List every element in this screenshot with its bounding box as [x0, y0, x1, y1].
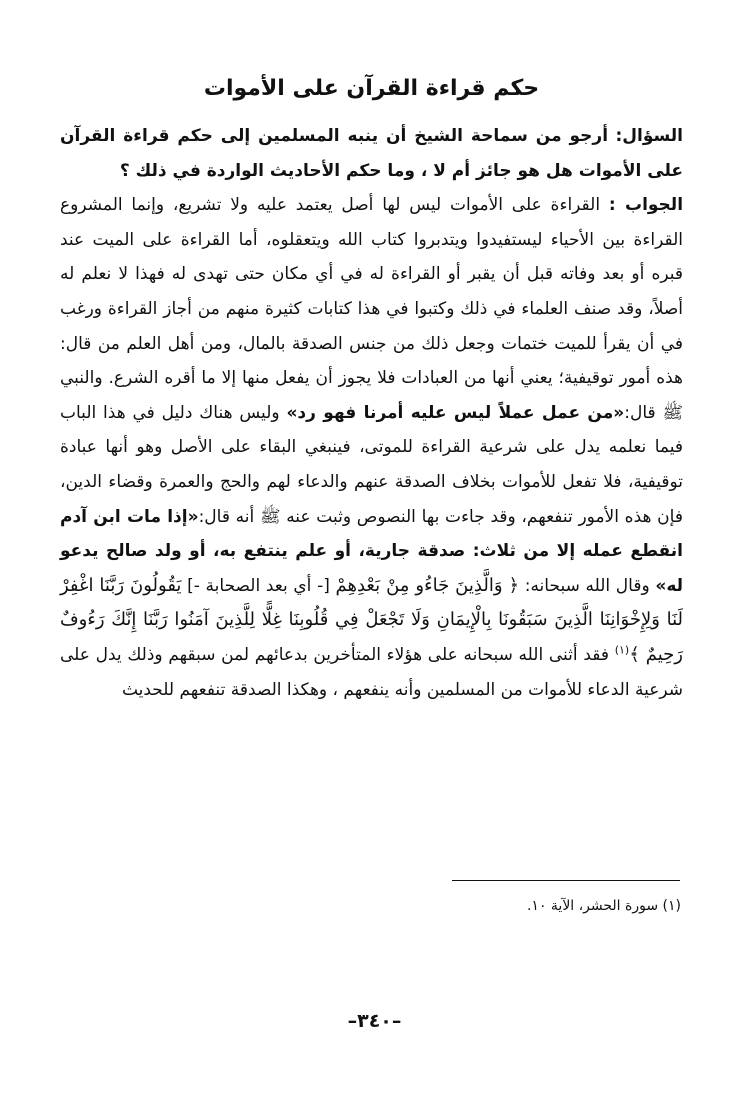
quran-verse-start: ﴿ وَالَّذِينَ جَاءُو مِنْ بَعْدِهِمْ [335, 574, 520, 596]
question-label: السؤال: [615, 126, 684, 146]
footnote: (١) سورة الحشر، الآية ١٠. [526, 898, 681, 914]
article-body [60, 119, 683, 707]
answer-text-4: فقد أثنى الله سبحانه على هؤلاء المتأخرين بدعائهم لمن سبقهم وذلك يدل على شرعية الدعاء للأموات من المسلمين وأنه ينفعهم ، وهكذا الصدقة تنفعهم للحديث [60, 644, 683, 700]
hadith-quote-2: «إذا مات ابن آدم انقطع عمله إلا من ثلاث: صدقة جارية، أو علم ينتفع به، أو ولد صالح يدعو له» [60, 506, 684, 596]
quran-verse-end: يَقُولُونَ رَبَّنَا اغْفِرْ لَنَا وَلِإِخْوَانِنَا الَّذِينَ سَبَقُونَا بِالْإِيمَانِ وَلَا تَجْعَلْ فِي قُلُوبِنَا غِلًّا لِلَّذِينَ آمَنُوا رَبَّنَا إِنَّكَ رَءُوفٌ رَحِيمٌ ﴾ [60, 574, 683, 665]
answer-text-1: القراءة على الأموات ليس لها أصل يعتمد عليه ولا تشريع، وإنما المشروع القراءة بين الأحياء ليستفيدوا ويتدبروا كتاب الله ويتعقلوه، أما القراءة على الميت عند قبره أو بعد وفاته قبل أن يقبر أو القراءة له في أي مكان حتى تهدى له فهذا لا نعلم له أصلاً، وقد صنف العلماء في ذلك وكتبوا في هذا كتابات كثيرة منهم من أجاز القراءة ورغب في أن يقرأ للميت ختمات وجعل ذلك من جنس الصدقة بالمال، ومن أهل العلم من قال: هذه أمور توقيفية؛ يعني أنها من العبادات فلا يجوز أن يفعل منها إلا ما أقره الشرع. والنبي ﷺ قال: [60, 195, 684, 423]
answer-label: الجواب : [608, 195, 684, 216]
verse-aside-note: [- أي بعد الصحابة -] [187, 575, 330, 596]
answer-text-2: وليس هناك دليل في هذا الباب فيما نعلمه يدل على شرعية القراءة للموتى، فينبغي البقاء على الأصل وهو أنها عبادة توقيفية، فلا تفعل للأموات بخلاف الصدقة عنهم والدعاء لهم والحج والعمرة وقضاء الدين، فإن هذه الأمور تنفعهم، وقد جاءت بها النصوص وثبت عنه ﷺ أنه قال: [60, 402, 683, 527]
page-title: حكم قراءة القرآن على الأموات [203, 76, 540, 101]
hadith-quote-1: «من عمل عملاً ليس عليه أمرنا فهو رد» [286, 402, 625, 423]
page-number: –٣٤٠– [347, 1010, 402, 1032]
answer-text-3: وقال الله سبحانه: [524, 575, 650, 596]
question-paragraph [60, 119, 683, 188]
question-text: أرجو من سماحة الشيخ أن ينبه المسلمين إلى حكم قراءة القرآن على الأموات هل هو جائز أم لا ، وما حكم الأحاديث الواردة في ذلك ؟ [60, 126, 683, 181]
footnote-divider [452, 880, 680, 881]
footnote-reference: (١) [614, 643, 630, 657]
answer-paragraph [60, 188, 683, 707]
